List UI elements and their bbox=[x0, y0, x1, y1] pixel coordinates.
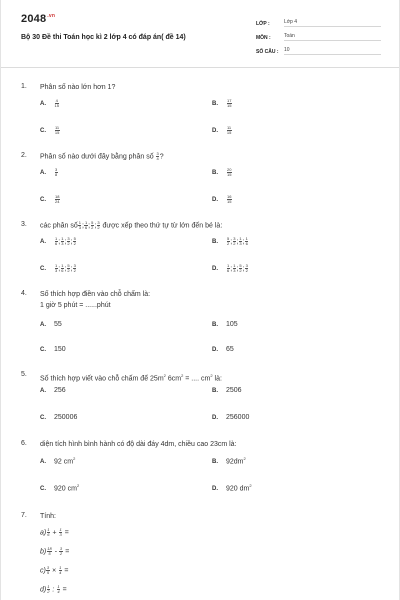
question-number: 6. bbox=[21, 440, 27, 447]
separator: ; bbox=[230, 265, 233, 273]
question-text bbox=[40, 83, 370, 92]
numerator: 3 bbox=[59, 546, 63, 551]
exponent: 2 bbox=[210, 373, 213, 378]
exponent: 2 bbox=[243, 456, 246, 461]
question-text-content: = .... cm bbox=[183, 375, 211, 383]
option-value: 92 cm bbox=[54, 458, 74, 466]
fraction bbox=[67, 264, 70, 273]
denominator: 24 bbox=[55, 199, 60, 204]
option-value: 55 bbox=[54, 321, 62, 328]
denominator: 6 bbox=[61, 268, 64, 273]
fraction bbox=[78, 221, 81, 230]
separator: ; bbox=[94, 222, 97, 230]
option-letter: B. bbox=[212, 322, 218, 328]
option-letter: A. bbox=[40, 239, 46, 246]
meta-row-class bbox=[256, 15, 381, 27]
denominator: 5 bbox=[46, 570, 50, 575]
answer-option-d[interactable] bbox=[212, 414, 249, 421]
fraction bbox=[55, 195, 60, 204]
denominator: 6 bbox=[245, 241, 248, 246]
denominator: 4 bbox=[156, 156, 159, 161]
option-letter: D. bbox=[212, 197, 218, 204]
numerator: 5 bbox=[91, 220, 94, 225]
question-text-content: Phân số nào lớn hơn 1? bbox=[40, 84, 116, 91]
fraction bbox=[67, 237, 70, 246]
numerator: 1 bbox=[61, 263, 64, 268]
separator: ; bbox=[64, 238, 67, 246]
question-number: 3. bbox=[21, 221, 27, 228]
separator: ; bbox=[230, 238, 233, 246]
denominator: 3 bbox=[233, 268, 236, 273]
fraction bbox=[239, 264, 242, 273]
operator: : bbox=[50, 586, 57, 594]
answer-option-b[interactable] bbox=[212, 168, 232, 177]
option-letter: B. bbox=[212, 388, 218, 394]
item-label: a) bbox=[40, 529, 47, 537]
numerator: 1 bbox=[245, 236, 248, 241]
option-letter: D. bbox=[212, 415, 218, 421]
option-letter: C. bbox=[40, 266, 46, 273]
numerator: 1 bbox=[55, 236, 58, 241]
item-label: d) bbox=[40, 586, 47, 594]
answer-option-c[interactable] bbox=[40, 126, 60, 135]
answer-option-a[interactable] bbox=[40, 237, 77, 246]
meta-label: SỐ CÂU : bbox=[256, 49, 279, 55]
exponent: 2 bbox=[76, 483, 80, 488]
numerator: 18 bbox=[55, 194, 60, 199]
numerator: 1 bbox=[47, 527, 50, 532]
fraction bbox=[227, 126, 232, 135]
numerator: 1 bbox=[233, 263, 236, 268]
equals-sign: = bbox=[62, 567, 69, 575]
denominator: 6 bbox=[84, 225, 88, 230]
denominator: 2 bbox=[245, 268, 248, 273]
answer-option-d[interactable] bbox=[212, 264, 249, 273]
exponent: 2 bbox=[73, 456, 76, 461]
option-letter: C. bbox=[40, 197, 46, 204]
answer-option-a[interactable] bbox=[40, 168, 58, 177]
numerator: 20 bbox=[227, 167, 232, 172]
meta-value: Lớp 4 bbox=[284, 19, 381, 27]
option-letter: C. bbox=[40, 128, 46, 135]
meta-row-subject bbox=[256, 29, 381, 41]
denominator: 15 bbox=[54, 130, 60, 135]
denominator: 2 bbox=[73, 241, 76, 246]
option-letter: A. bbox=[40, 170, 46, 177]
operator: - bbox=[52, 548, 59, 556]
denominator: 3 bbox=[59, 532, 62, 537]
calc-item-2 bbox=[40, 547, 69, 556]
calc-item-4 bbox=[40, 585, 67, 594]
option-letter: B. bbox=[212, 170, 218, 177]
question-number: 7. bbox=[21, 512, 27, 519]
meta-label: MÔN : bbox=[256, 35, 271, 41]
calc-item-1 bbox=[40, 528, 69, 537]
question-text-content: Số thích hợp viết vào chỗ chấm để 25m bbox=[40, 375, 164, 383]
fraction bbox=[227, 168, 232, 177]
answer-option-c[interactable] bbox=[40, 195, 60, 204]
exponent: 2 bbox=[163, 373, 166, 378]
denominator: 15 bbox=[54, 103, 59, 108]
denominator: 3 bbox=[55, 268, 58, 273]
fraction bbox=[47, 547, 52, 556]
answer-option-b[interactable] bbox=[212, 387, 242, 394]
option-value: 92dm bbox=[226, 458, 244, 466]
denominator: 8 bbox=[55, 172, 58, 177]
option-letter: A. bbox=[40, 322, 46, 328]
numerator: 4 bbox=[55, 98, 58, 103]
fraction bbox=[55, 126, 60, 135]
question-text bbox=[40, 152, 370, 161]
numerator: 1 bbox=[239, 236, 242, 241]
numerator: 1 bbox=[59, 565, 62, 570]
separator: ; bbox=[70, 238, 73, 246]
option-letter: B. bbox=[212, 239, 218, 246]
separator: ; bbox=[242, 265, 245, 273]
option-letter: A. bbox=[40, 388, 46, 394]
question-line: 1 giờ 5 phút = ......phút bbox=[40, 302, 111, 309]
question-text-suffix: được xếp theo thứ tự từ lớn đến bé là: bbox=[100, 222, 223, 230]
numerator: 3 bbox=[245, 263, 248, 268]
fraction bbox=[227, 99, 232, 108]
option-value: 250006 bbox=[54, 414, 78, 421]
denominator: 2 bbox=[97, 225, 100, 230]
question-text-content: các phân số bbox=[40, 222, 78, 230]
denominator: 6 bbox=[227, 268, 230, 273]
option-letter: D. bbox=[212, 266, 218, 273]
numerator: 1 bbox=[78, 220, 81, 225]
fraction bbox=[156, 152, 159, 161]
answer-option-a[interactable] bbox=[40, 456, 75, 465]
equals-sign: = bbox=[62, 529, 69, 537]
question-number: 2. bbox=[21, 152, 27, 159]
numerator: 11 bbox=[227, 125, 232, 130]
denominator: 2 bbox=[47, 589, 50, 594]
separator: ; bbox=[242, 238, 245, 246]
logo[interactable]: $2048^{.vn}$ bbox=[21, 13, 56, 25]
answer-option-a[interactable] bbox=[40, 321, 62, 328]
answer-option-b[interactable] bbox=[212, 237, 249, 246]
question-number: 5. bbox=[21, 371, 27, 378]
numerator: 5 bbox=[67, 263, 70, 268]
question-text bbox=[40, 371, 370, 383]
answer-option-d[interactable] bbox=[212, 195, 232, 204]
option-letter: B. bbox=[212, 101, 218, 108]
numerator: 3 bbox=[55, 167, 58, 172]
answer-option-c[interactable] bbox=[40, 414, 77, 421]
question-text-content: diện tích hình bình hành có độ dài đáy 4dm, chiều cao 23cm là: bbox=[40, 441, 237, 448]
denominator: 2 bbox=[59, 551, 63, 556]
numerator: 1 bbox=[59, 527, 62, 532]
question-number: 1. bbox=[21, 83, 27, 90]
denominator: 2 bbox=[227, 241, 230, 246]
denominator: 15 bbox=[227, 199, 232, 204]
denominator: 6 bbox=[55, 241, 58, 246]
denominator: 4 bbox=[59, 570, 62, 575]
option-value: 105 bbox=[226, 321, 238, 328]
denominator: 2 bbox=[67, 268, 70, 273]
question-text bbox=[40, 440, 370, 449]
fraction bbox=[242, 236, 248, 246]
separator: ; bbox=[81, 222, 84, 230]
question-text bbox=[40, 512, 370, 521]
option-value: 920 dm bbox=[226, 485, 250, 493]
separator: ; bbox=[236, 265, 239, 273]
fraction bbox=[97, 221, 100, 230]
fraction bbox=[70, 236, 76, 246]
numerator: 1 bbox=[84, 220, 88, 225]
denominator: 3 bbox=[61, 241, 64, 246]
meta-value: Toán bbox=[284, 33, 381, 41]
numerator: 5 bbox=[227, 236, 230, 241]
equals-sign: = bbox=[60, 586, 67, 594]
question-number: 4. bbox=[21, 290, 27, 297]
meta-value: 10 bbox=[284, 47, 381, 55]
exponent: 2 bbox=[249, 483, 252, 488]
meta-row-count bbox=[256, 43, 381, 55]
option-value: 920 cm bbox=[54, 485, 77, 493]
fraction bbox=[59, 528, 62, 537]
denominator: 3 bbox=[239, 241, 242, 246]
denominator: 15 bbox=[227, 172, 232, 177]
numerator: 3 bbox=[97, 220, 100, 225]
numerator: 1 bbox=[57, 584, 60, 589]
denominator: 5 bbox=[48, 551, 51, 556]
denominator: 2 bbox=[73, 268, 76, 273]
option-letter: A. bbox=[40, 101, 46, 108]
separator: ; bbox=[64, 265, 67, 273]
answer-option-d[interactable] bbox=[212, 483, 252, 492]
question-text-suffix: là: bbox=[212, 375, 222, 383]
numerator: 3 bbox=[46, 565, 50, 570]
numerator: 3 bbox=[156, 151, 159, 156]
question-text bbox=[40, 221, 370, 230]
question-text-content: 6cm bbox=[165, 375, 182, 383]
item-label: c) bbox=[40, 567, 46, 575]
numerator: 1 bbox=[47, 584, 50, 589]
fraction bbox=[242, 263, 248, 273]
option-value: 256000 bbox=[226, 414, 250, 421]
fraction bbox=[57, 585, 60, 594]
calc-item-3 bbox=[40, 566, 68, 575]
separator: ; bbox=[58, 238, 61, 246]
question-text-suffix: ? bbox=[159, 153, 164, 161]
fraction bbox=[55, 168, 58, 177]
denominator: 2 bbox=[239, 268, 242, 273]
option-value: 150 bbox=[54, 346, 66, 353]
numerator: 1 bbox=[61, 236, 64, 241]
numerator: 5 bbox=[239, 263, 242, 268]
answer-option-c[interactable] bbox=[40, 483, 79, 492]
fraction bbox=[55, 99, 59, 108]
option-letter: C. bbox=[40, 347, 46, 353]
option-letter: D. bbox=[212, 347, 218, 353]
answer-option-b[interactable] bbox=[212, 99, 232, 108]
denominator: 6 bbox=[47, 532, 50, 537]
numerator: 1 bbox=[55, 263, 58, 268]
denominator: 2 bbox=[67, 241, 70, 246]
meta-label: LỚP : bbox=[256, 21, 270, 27]
denominator: 3 bbox=[78, 225, 81, 230]
answer-option-d[interactable] bbox=[212, 346, 234, 353]
separator: ; bbox=[58, 265, 61, 273]
option-letter: C. bbox=[40, 415, 46, 421]
exponent: 2 bbox=[181, 373, 184, 378]
denominator: 4 bbox=[57, 589, 60, 594]
option-value: 2506 bbox=[226, 387, 242, 394]
option-value: 65 bbox=[226, 346, 234, 353]
question-text bbox=[40, 290, 370, 310]
option-value: 256 bbox=[54, 387, 66, 394]
question-text-content: Tính: bbox=[40, 513, 56, 520]
numerator: 5 bbox=[73, 236, 76, 241]
fraction bbox=[239, 237, 242, 246]
answer-option-d[interactable] bbox=[212, 126, 232, 135]
item-label: b) bbox=[40, 548, 47, 556]
answer-option-c[interactable] bbox=[40, 264, 77, 273]
operator: × bbox=[50, 567, 59, 575]
numerator: 3 bbox=[233, 236, 236, 241]
option-letter: D. bbox=[212, 128, 218, 135]
fraction bbox=[227, 195, 232, 204]
denominator: 15 bbox=[226, 130, 232, 135]
answer-option-b[interactable] bbox=[212, 321, 238, 328]
answer-option-a[interactable] bbox=[40, 387, 66, 394]
question-text-content: Phân số nào dưới đây bằng phân số bbox=[40, 153, 156, 161]
numerator: 18 bbox=[47, 546, 52, 551]
answer-option-c[interactable] bbox=[40, 346, 66, 353]
denominator: 2 bbox=[233, 241, 236, 246]
header bbox=[1, 0, 399, 68]
option-letter: B. bbox=[212, 459, 218, 466]
option-letter: D. bbox=[212, 486, 218, 493]
answer-option-b[interactable] bbox=[212, 456, 246, 465]
denominator: 2 bbox=[91, 225, 94, 230]
numerator: 11 bbox=[55, 125, 60, 130]
separator: ; bbox=[70, 265, 73, 273]
meta-info bbox=[256, 15, 381, 57]
fraction bbox=[70, 263, 76, 273]
separator: ; bbox=[88, 222, 91, 230]
page-title: Bộ 30 Đề thi Toán học kì 2 lớp 4 có đáp án( đề 14) bbox=[21, 34, 186, 41]
option-letter: A. bbox=[40, 459, 46, 466]
option-letter: C. bbox=[40, 486, 46, 493]
operator: + bbox=[50, 529, 59, 537]
denominator: 15 bbox=[227, 103, 232, 108]
separator: ; bbox=[236, 238, 239, 246]
numerator: 3 bbox=[67, 236, 70, 241]
numerator: 17 bbox=[227, 98, 232, 103]
question-line: Số thích hợp điền vào chỗ chấm là: bbox=[40, 291, 151, 298]
numerator: 3 bbox=[73, 263, 76, 268]
equals-sign: = bbox=[63, 548, 70, 556]
numerator: 16 bbox=[227, 194, 232, 199]
numerator: 1 bbox=[227, 263, 230, 268]
answer-option-a[interactable] bbox=[40, 99, 59, 108]
